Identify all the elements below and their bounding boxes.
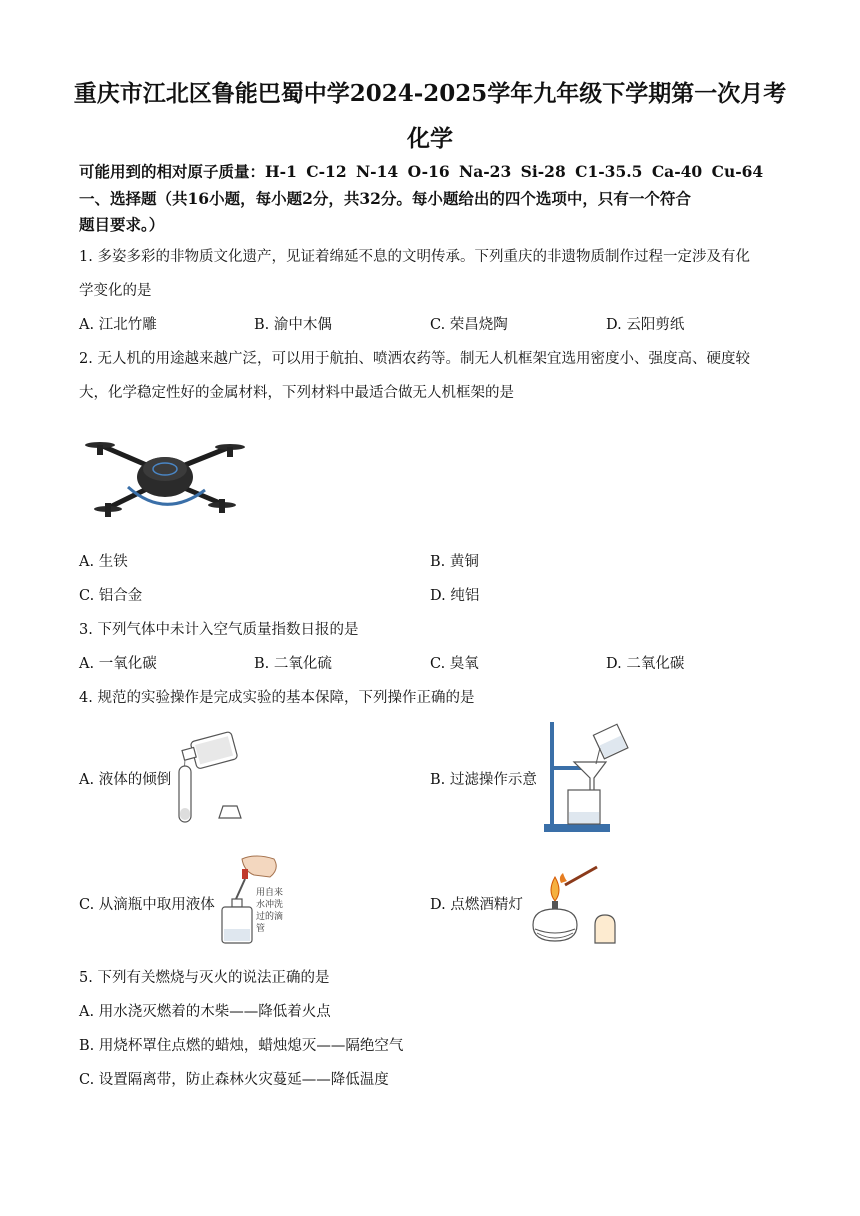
q1-option-b: B. 渝中木偶 [254, 317, 332, 333]
dropper-bottle-icon [218, 853, 298, 945]
q2-stem-line2: 大，化学稳定性好的金属材料，下列材料中最适合做无人机框架的是 [79, 385, 514, 401]
q1-stem-line1: 1. 多姿多彩的非物质文化遗产，见证着绵延不息的文明传承。下列重庆的非遗物质制作过程一定涉及有化 [79, 249, 750, 265]
dropper-note-line2: 水冲洗 [256, 900, 284, 910]
q3-option-c: C. 臭氧 [430, 656, 479, 672]
q5-option-a: A. 用水浇灭燃着的木柴——降低着火点 [79, 1004, 331, 1020]
q1-option-a: A. 江北竹雕 [79, 317, 157, 333]
q4-option-a: A. 液体的倾倒 [79, 772, 172, 788]
q2-option-a: A. 生铁 [79, 554, 128, 570]
q4-option-d: D. 点燃酒精灯 [430, 897, 523, 913]
exam-title-line2: 化学 [407, 125, 453, 152]
dropper-note-line1: 用自来 [256, 888, 284, 898]
q5-option-c: C. 设置隔离带，防止森林火灾蔓延——降低温度 [79, 1072, 389, 1088]
q4-option-b: B. 过滤操作示意 [430, 772, 537, 788]
drone-icon [80, 425, 250, 525]
section-heading-line2: 题目要求。） [79, 215, 165, 234]
exam-title-line1: 重庆市江北区鲁能巴蜀中学2024-2025学年九年级下学期第一次月考 [73, 80, 787, 107]
q2-option-d: D. 纯铝 [430, 588, 480, 604]
q3-option-b: B. 二氧化硫 [254, 656, 332, 672]
alcohol-lamp-icon [525, 853, 645, 948]
filtration-setup-icon [540, 718, 635, 834]
q1-stem-line2: 学变化的是 [79, 283, 152, 299]
q2-option-c: C. 铝合金 [79, 588, 143, 604]
q3-option-a: A. 一氧化碳 [79, 656, 157, 672]
q3-stem: 3. 下列气体中未计入空气质量指数日报的是 [79, 622, 359, 638]
q4-option-c: C. 从滴瓶中取用液体 [79, 897, 215, 913]
dropper-note-line3: 过的滴 [256, 912, 284, 922]
q2-stem-line1: 2. 无人机的用途越来越广泛，可以用于航拍、喷洒农药等。制无人机框架宜选用密度小、强度高、硬度较 [79, 351, 750, 367]
q1-option-d: D. 云阳剪纸 [606, 317, 685, 333]
atomic-masses: 可能用到的相对原子质量：H-1 C-12 N-14 O-16 Na-23 Si-28 C1-35.5 Ca-40 Cu-64 [79, 162, 764, 181]
q5-stem: 5. 下列有关燃烧与灭火的说法正确的是 [79, 970, 330, 986]
section-heading-line1: 一、选择题（共16小题，每小题2分，共32分。每小题给出的四个选项中，只有一个符合 [79, 189, 691, 208]
q3-option-d: D. 二氧化碳 [606, 656, 685, 672]
q4-stem: 4. 规范的实验操作是完成实验的基本保障，下列操作正确的是 [79, 690, 475, 706]
q1-option-c: C. 荣昌烧陶 [430, 317, 508, 333]
dropper-note-line4: 管 [256, 924, 266, 934]
q2-option-b: B. 黄铜 [430, 554, 479, 570]
liquid-pouring-icon [175, 728, 250, 828]
q5-option-b: B. 用烧杯罩住点燃的蜡烛，蜡烛熄灭——隔绝空气 [79, 1038, 404, 1054]
